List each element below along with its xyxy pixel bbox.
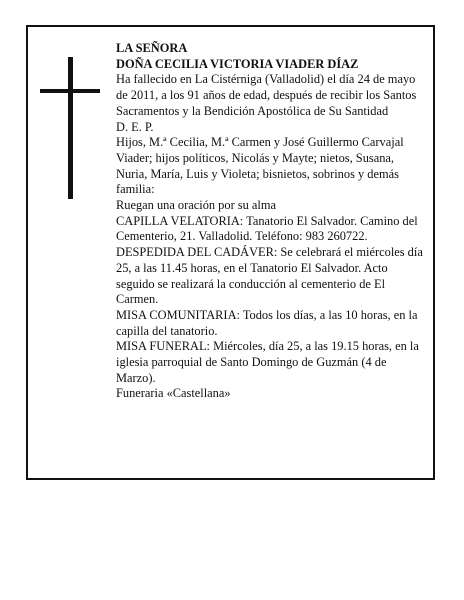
community-mass-info: MISA COMUNITARIA: Todos los días, a las 10 horas, en la capilla del tanatorio. [116,307,418,338]
obituary-notice [26,25,435,480]
family-list: Hijos, M.ª Cecilia, M.ª Carmen y José Guillermo Carvajal Viader; hijos políticos, Nicolás y Mayte; nietos, Susana, Nuria, María, Luis y Violeta; bisnietos, sobrinos y demás familia: [116,135,404,197]
funeral-mass-info: MISA FUNERAL: Miércoles, día 25, a las 19.15 horas, en la iglesia parroquial de Santo Domingo de Guzmán (4 de Marzo). [116,339,419,385]
rip-line: D. E. P. [116,119,154,134]
prayer-request: Ruegan una oración por su alma [116,198,276,213]
deceased-name: DOÑA CECILIA VICTORIA VIADER DÍAZ [116,56,359,71]
death-announcement: Ha fallecido en La Cistérniga (Valladolid) el día 24 de mayo de 2011, a los 91 años de edad, después de recibir los Santos Sacramentos y la Bendición Apostólica de Su Santidad [116,72,417,118]
farewell-info: DESPEDIDA DEL CADÁVER: Se celebrará el miércoles día 25, a las 11.45 horas, en el Tanatorio El Salvador. Acto seguido se realizará la conducción al cementerio de El Carmen. [116,245,423,307]
notice-title: LA SEÑORA [116,41,188,55]
chapel-info: CAPILLA VELATORIA: Tanatorio El Salvador. Camino del Cementerio, 21. Valladolid. Teléfono: 983 260722. [116,213,418,244]
funeral-home: Funeraria «Castellana» [116,386,231,401]
obituary-text [116,41,426,402]
